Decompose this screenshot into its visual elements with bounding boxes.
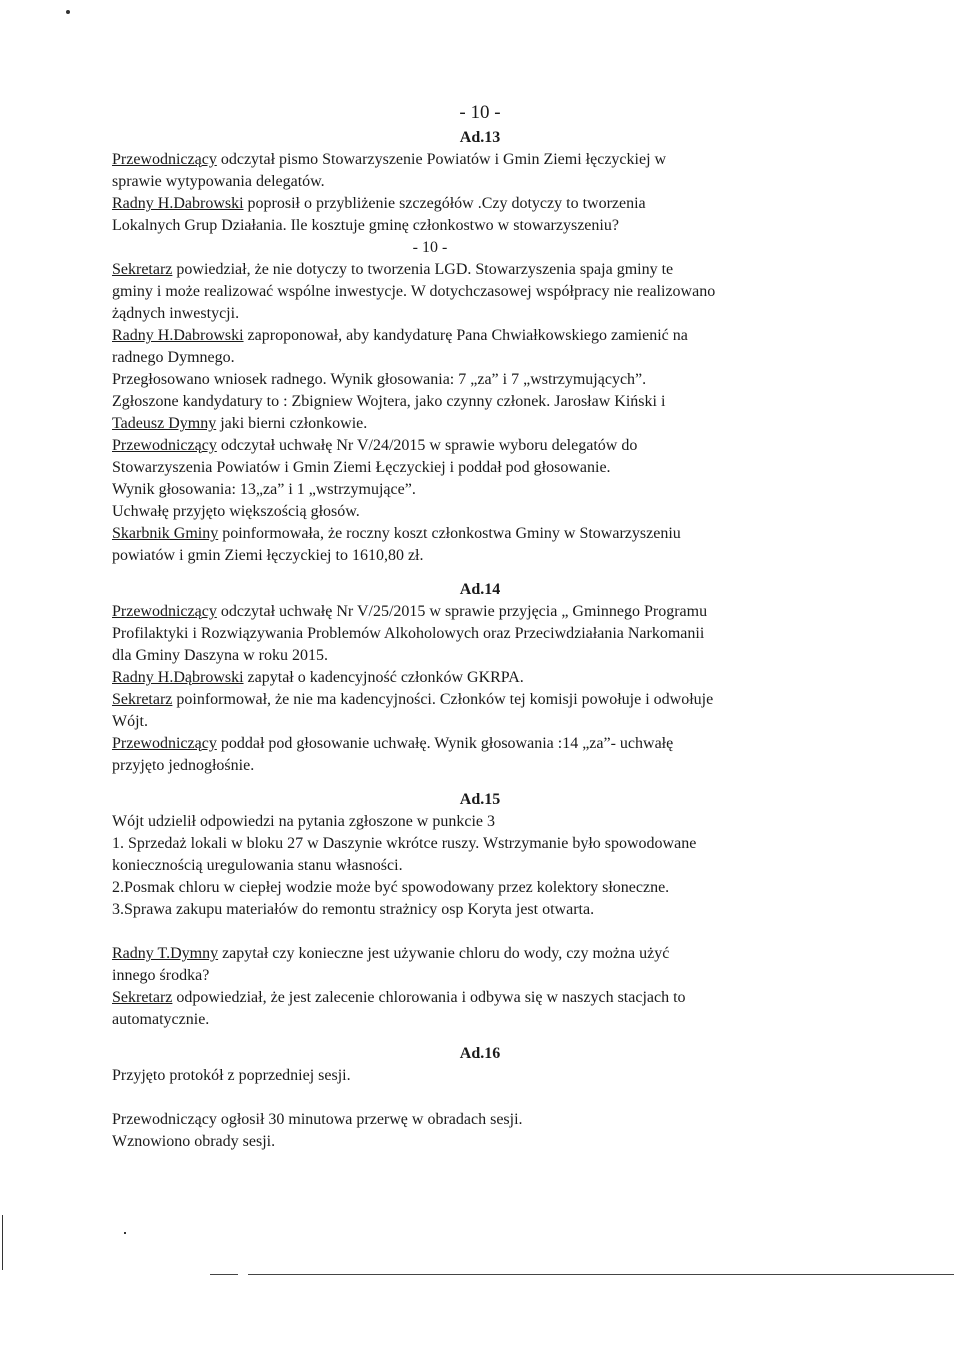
paragraph-line: Wójt. bbox=[112, 713, 148, 730]
speaker-name: Radny H.Dabrowski bbox=[112, 327, 244, 344]
paragraph-line: Przewodniczący odczytał uchwałę Nr V/24/2015 w sprawie wyboru delegatów do bbox=[112, 437, 638, 454]
scan-mark bbox=[66, 10, 70, 14]
paragraph-line: Stowarzyszenia Powiatów i Gmin Ziemi Łęczyckiej i poddał pod głosowanie. bbox=[112, 459, 611, 476]
list-number: 2. bbox=[112, 879, 124, 896]
paragraph-line: Przewodniczący odczytał uchwałę Nr V/25/2015 w sprawie przyjęcia „ Gminnego Programu bbox=[112, 603, 708, 620]
section-heading-ad14: Ad.14 bbox=[459, 581, 501, 598]
paragraph-line: gminy i może realizować wspólne inwestycje. W dotychczasowej współpracy nie realizowano bbox=[112, 283, 716, 300]
paragraph-line: Radny H.Dabrowski zaproponował, aby kandydaturę Pana Chwiałkowskiego zamienić na bbox=[112, 327, 688, 344]
speaker-name: Radny H.Dabrowski bbox=[112, 195, 244, 212]
speaker-name: Radny H.Dąbrowski bbox=[112, 669, 244, 686]
paragraph-line: Radny T.Dymny zapytał czy konieczne jest używanie chloru do wody, czy można użyć bbox=[112, 945, 670, 962]
paragraph-line: przyjęto jednogłośnie. bbox=[112, 757, 255, 774]
speaker-name: Sekretarz bbox=[112, 989, 173, 1006]
paragraph-line: Wójt udzielił odpowiedzi na pytania zgłoszone w punkcie 3 bbox=[112, 813, 495, 830]
list-number: 3. bbox=[112, 901, 124, 918]
section-heading-ad13: Ad.13 bbox=[459, 129, 501, 146]
paragraph-line: Sekretarz odpowiedział, że jest zalecenie chlorowania i odbywa się w naszych stacjach to bbox=[112, 989, 686, 1006]
paragraph-line: Wznowiono obrady sesji. bbox=[112, 1133, 276, 1150]
speaker-name: Sekretarz bbox=[112, 691, 173, 708]
paragraph-line: Skarbnik Gminy poinformowała, że roczny koszt członkostwa Gminy w Stowarzyszeniu bbox=[112, 525, 681, 542]
paragraph-line: Uchwałę przyjęto większością głosów. bbox=[112, 503, 360, 520]
scan-mark bbox=[124, 1232, 126, 1234]
paragraph-line: Przyjęto protokół z poprzedniej sesji. bbox=[112, 1067, 351, 1084]
paragraph-line: innego środka? bbox=[112, 967, 210, 984]
paragraph-line: koniecznością uregulowania stanu własności. bbox=[112, 857, 403, 874]
speaker-name: Tadeusz Dymny bbox=[112, 415, 217, 432]
inline-page-marker: - 10 - bbox=[412, 239, 448, 256]
list-item: 2.Posmak chloru w ciepłej wodzie może być spowodowany przez kolektory słoneczne. bbox=[112, 879, 670, 896]
paragraph-line: Wynik głosowania: 13„za” i 1 „wstrzymujące”. bbox=[112, 481, 416, 498]
paragraph-line: żądnych inwestycji. bbox=[112, 305, 240, 322]
speaker-name: Skarbnik Gminy bbox=[112, 525, 219, 542]
paragraph-line: radnego Dymnego. bbox=[112, 349, 235, 366]
paragraph-line: Przewodniczący ogłosił 30 minutowa przerwę w obradach sesji. bbox=[112, 1111, 523, 1128]
paragraph-line: Radny H.Dąbrowski zapytał o kadencyjność członków GKRPA. bbox=[112, 669, 524, 686]
scan-mark bbox=[2, 1215, 3, 1270]
footer-rule bbox=[248, 1274, 954, 1275]
paragraph-line: Tadeusz Dymny jaki bierni członkowie. bbox=[112, 415, 368, 432]
speaker-name: Przewodniczący bbox=[112, 735, 217, 752]
list-item: 1. Sprzedaż lokali w bloku 27 w Daszynie wkrótce ruszy. Wstrzymanie było spowodowane bbox=[112, 835, 697, 852]
paragraph-line: Sekretarz powiedział, że nie dotyczy to tworzenia LGD. Stowarzyszenia spaja gminy te bbox=[112, 261, 674, 278]
speaker-name: Radny T.Dymny bbox=[112, 945, 219, 962]
paragraph-line: powiatów i gmin Ziemi łęczyckiej to 1610,80 zł. bbox=[112, 547, 424, 564]
paragraph-line: automatycznie. bbox=[112, 1011, 210, 1028]
paragraph-line: Przegłosowano wniosek radnego. Wynik głosowania: 7 „za” i 7 „wstrzymujących”. bbox=[112, 371, 647, 388]
speaker-name: Przewodniczący bbox=[112, 603, 217, 620]
footer-rule bbox=[210, 1274, 238, 1275]
paragraph-line: Lokalnych Grup Działania. Ile kosztuje gminę członkostwo w stowarzyszeniu? bbox=[112, 217, 619, 234]
page-number: - 10 - bbox=[459, 102, 501, 123]
section-heading-ad16: Ad.16 bbox=[459, 1045, 501, 1062]
list-number: 1. bbox=[112, 835, 124, 852]
paragraph-line: dla Gminy Daszyna w roku 2015. bbox=[112, 647, 328, 664]
speaker-name: Sekretarz bbox=[112, 261, 173, 278]
paragraph-line: Przewodniczący poddał pod głosowanie uchwałę. Wynik głosowania :14 „za”- uchwałę bbox=[112, 735, 674, 752]
paragraph-line: Zgłoszone kandydatury to : Zbigniew Wojtera, jako czynny członek. Jarosław Kiński i bbox=[112, 393, 666, 410]
paragraph-line: Profilaktyki i Rozwiązywania Problemów Alkoholowych oraz Przeciwdziałania Narkomanii bbox=[112, 625, 705, 642]
paragraph-line: Przewodniczący odczytał pismo Stowarzyszenie Powiatów i Gmin Ziemi łęczyckiej w bbox=[112, 151, 667, 168]
speaker-name: Przewodniczący bbox=[112, 151, 217, 168]
speaker-name: Przewodniczący bbox=[112, 437, 217, 454]
list-item: 3.Sprawa zakupu materiałów do remontu strażnicy osp Koryta jest otwarta. bbox=[112, 901, 595, 918]
paragraph-line: Sekretarz poinformował, że nie ma kadencyjności. Członków tej komisji powołuje i odwołuje bbox=[112, 691, 714, 708]
paragraph-line: sprawie wytypowania delegatów. bbox=[112, 173, 325, 190]
paragraph-line: Radny H.Dabrowski poprosił o przybliżenie szczegółów .Czy dotyczy to tworzenia bbox=[112, 195, 646, 212]
section-heading-ad15: Ad.15 bbox=[459, 791, 501, 808]
